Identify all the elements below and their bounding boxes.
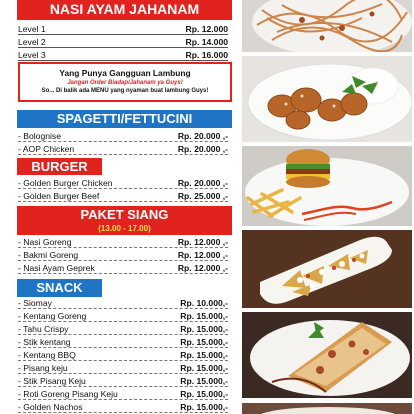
divider (18, 399, 228, 400)
item-price: Rp. 12.000 ,- (177, 250, 228, 260)
paket-siang-title: PAKET SIANG (80, 207, 169, 222)
item-price: Rp. 15.000,- (180, 402, 228, 412)
item-name: - Pisang keju (18, 363, 68, 373)
list-item (18, 336, 232, 348)
item-name: - Tahu Crispy (18, 324, 69, 334)
item-name: - Bakmi Goreng (18, 250, 79, 260)
item-name: Level 3 (18, 50, 46, 60)
list-item (18, 49, 232, 61)
divider (18, 321, 228, 322)
burger-fries-photo (242, 146, 412, 226)
item-name: - Bolognise (18, 131, 61, 141)
item-name: Level 1 (18, 24, 46, 34)
divider (18, 386, 228, 387)
snack-photo (242, 402, 412, 414)
list-item (18, 297, 232, 309)
item-price: Rp. 15.000,- (180, 311, 228, 321)
item-price: Rp. 20.000 ,- (177, 144, 228, 154)
item-price: Rp. 15.000,- (180, 376, 228, 386)
list-item (18, 323, 232, 335)
item-name: - Kentang BBQ (18, 350, 76, 360)
nachos-photo (242, 230, 412, 308)
item-price: Rp. 10.000,- (180, 298, 228, 308)
nasi-ayam-title: NASI AYAM JAHANAM (49, 1, 200, 17)
notice-warning: Jangan Order Biadap/Jahanam ya Guys! (67, 80, 183, 86)
item-price: Rp. 15.000,- (180, 350, 228, 360)
item-price: Rp. 25.000 ,- (177, 191, 228, 201)
divider (18, 188, 228, 189)
divider (18, 47, 228, 48)
divider (18, 360, 228, 361)
item-price: Rp. 20.000 ,- (177, 131, 228, 141)
divider (18, 412, 228, 413)
item-price: Rp. 15.000,- (180, 324, 228, 334)
item-name: - Nasi Ayam Geprek (18, 263, 95, 273)
divider (18, 334, 228, 335)
item-price: Rp. 15.000,- (180, 389, 228, 399)
list-item (18, 375, 232, 387)
item-name: - AOP Chicken (18, 144, 75, 154)
item-price: Rp. 14.000 (185, 37, 228, 47)
item-price: Rp. 15.000,- (180, 337, 228, 347)
item-price: Rp. 12.000 ,- (177, 237, 228, 247)
list-item (18, 177, 232, 189)
fried-chicken-rice-photo (242, 56, 412, 142)
list-item (18, 236, 232, 248)
divider (18, 373, 228, 374)
item-price: Rp. 20.000 ,- (177, 178, 228, 188)
stomach-warning-notice (18, 62, 232, 102)
item-price: Rp. 12.000 ,- (177, 263, 228, 273)
paket-siang-header (17, 206, 232, 235)
divider (18, 247, 228, 248)
list-item (18, 190, 232, 202)
divider (18, 260, 228, 261)
item-name: - Kentang Goreng (18, 311, 87, 321)
burger-header (17, 158, 102, 175)
nasi-ayam-header (17, 0, 232, 20)
item-name: - Golden Nachos (18, 402, 83, 412)
list-item (18, 249, 232, 261)
list-item (18, 262, 232, 274)
list-item (18, 23, 232, 35)
divider (18, 273, 228, 274)
item-price: Rp. 16.000 (185, 50, 228, 60)
item-name: Level 2 (18, 37, 46, 47)
list-item (18, 310, 232, 322)
burger-title: BURGER (31, 159, 88, 174)
divider (18, 141, 228, 142)
item-price: Rp. 15.000,- (180, 363, 228, 373)
photo-column (240, 0, 414, 414)
spaghetti-photo (242, 0, 412, 52)
divider (18, 308, 228, 309)
snack-header (17, 279, 102, 297)
notice-title: Yang Punya Gangguan Lambung (59, 68, 191, 78)
item-price: Rp. 12.000 (185, 24, 228, 34)
list-item (18, 362, 232, 374)
list-item (18, 388, 232, 400)
item-name: - Golden Burger Beef (18, 191, 100, 201)
paket-siang-hours: (13.00 - 17.00) (98, 224, 151, 233)
divider (18, 347, 228, 348)
spagetti-header (17, 110, 232, 128)
list-item (18, 143, 232, 155)
list-item (18, 130, 232, 142)
item-name: - Stik kentang (18, 337, 71, 347)
pizza-photo (242, 312, 412, 398)
item-name: - Siomay (18, 298, 52, 308)
item-name: - Stik Pisang Keju (18, 376, 86, 386)
notice-hint: So... Di balik ada MENU yang nyaman buat lambung Guys! (41, 88, 209, 94)
item-name: - Nasi Goreng (18, 237, 72, 247)
list-item (18, 36, 232, 48)
item-name: - Golden Burger Chicken (18, 178, 113, 188)
divider (18, 154, 228, 155)
list-item (18, 401, 232, 413)
divider (18, 201, 228, 202)
item-name: - Roti Goreng Pisang Keju (18, 389, 118, 399)
divider (18, 34, 228, 35)
list-item (18, 349, 232, 361)
divider (18, 60, 228, 61)
snack-title: SNACK (36, 280, 83, 295)
spagetti-title: SPAGETTI/FETTUCINI (56, 111, 193, 126)
